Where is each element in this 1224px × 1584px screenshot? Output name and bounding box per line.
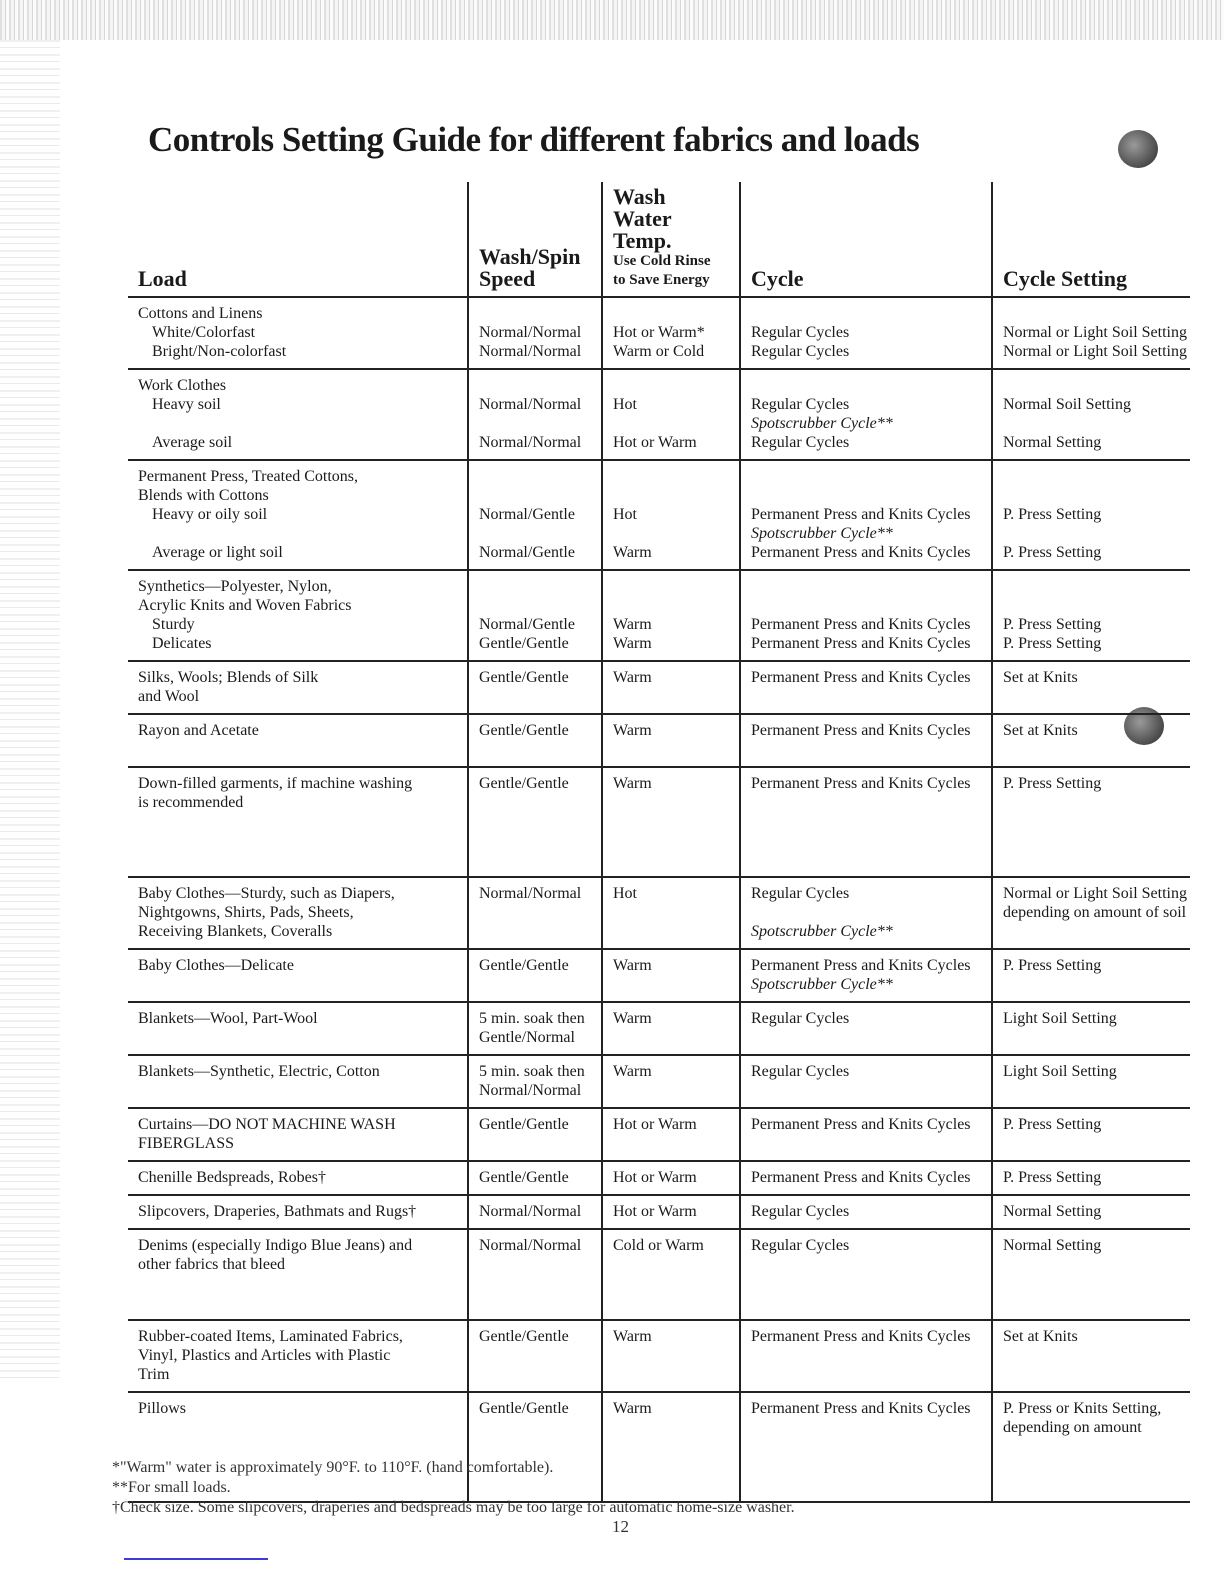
load-line	[138, 812, 457, 831]
cell-speed	[468, 877, 602, 949]
cycle-line: Permanent Press and Knits Cycles	[751, 1116, 971, 1133]
cell-speed	[468, 714, 602, 767]
temp-line: Hot or Warm	[613, 1169, 697, 1186]
footnote-warm: *"Warm" water is approximately 90°F. to 110°F. (hand comfortable).	[112, 1459, 554, 1476]
load-line: Permanent Press, Treated Cottons,	[138, 468, 358, 485]
setting-line	[1003, 414, 1180, 433]
table-row	[128, 949, 1190, 1002]
temp-line: Cold or Warm	[613, 1237, 704, 1254]
cell-speed	[468, 369, 602, 460]
cycle-line: Permanent Press and Knits Cycles	[751, 775, 971, 792]
footnotes	[112, 1458, 1112, 1518]
load-line	[138, 1437, 457, 1456]
cell-temp	[602, 1055, 740, 1108]
cell-speed	[468, 570, 602, 661]
load-line: Pillows	[138, 1400, 187, 1417]
setting-line: P. Press Setting	[1003, 616, 1102, 633]
cell-cycle	[740, 1195, 992, 1229]
cycle-line: Permanent Press and Knits Cycles	[751, 544, 971, 561]
cell-cycle	[740, 1161, 992, 1195]
cell-speed	[468, 949, 602, 1002]
cell-load	[128, 1195, 468, 1229]
speed-line	[479, 376, 591, 395]
table-row	[128, 1108, 1190, 1161]
cell-setting	[992, 570, 1190, 661]
cell-temp	[602, 1002, 740, 1055]
cell-speed	[468, 1195, 602, 1229]
table-header-row	[128, 182, 1190, 297]
load-line: Heavy soil	[152, 396, 221, 413]
cycle-line: Regular Cycles	[751, 343, 850, 360]
speed-line	[479, 304, 591, 323]
load-line: White/Colorfast	[152, 324, 256, 341]
load-line: Acrylic Knits and Woven Fabrics	[138, 597, 352, 614]
cell-speed	[468, 1161, 602, 1195]
cell-cycle	[740, 1055, 992, 1108]
table-row	[128, 1320, 1190, 1392]
cell-load	[128, 1002, 468, 1055]
setting-line: Normal Setting	[1003, 1203, 1102, 1220]
cell-temp	[602, 1320, 740, 1392]
cell-speed	[468, 297, 602, 369]
setting-line: P. Press Setting	[1003, 635, 1102, 652]
table-row	[128, 877, 1190, 949]
cell-speed	[468, 460, 602, 570]
load-line: Slipcovers, Draperies, Bathmats and Rugs†	[138, 1203, 417, 1220]
speed-line: Normal/Normal	[479, 1237, 582, 1254]
setting-line	[1003, 486, 1180, 505]
temp-line: Hot or Warm	[613, 434, 697, 451]
cell-cycle	[740, 661, 992, 714]
load-line: Rayon and Acetate	[138, 722, 259, 739]
temp-line: Hot or Warm*	[613, 324, 705, 341]
temp-line: Warm	[613, 1400, 652, 1417]
table-row	[128, 297, 1190, 369]
table-body	[128, 297, 1190, 1502]
cell-setting	[992, 369, 1190, 460]
cycle-line: Permanent Press and Knits Cycles	[751, 616, 971, 633]
table-row	[128, 1229, 1190, 1320]
load-line: Delicates	[152, 635, 212, 652]
scan-artifact-left	[0, 40, 60, 1380]
footnote-check-size: †Check size. Some slipcovers, draperies and bedspreads may be too large for automatic home-size washer.	[112, 1499, 795, 1516]
setting-line	[1003, 577, 1180, 596]
temp-line	[613, 596, 729, 615]
load-line: Trim	[138, 1366, 170, 1383]
speed-line	[479, 524, 591, 543]
temp-line: Warm	[613, 957, 652, 974]
page-number: 12	[612, 1517, 629, 1536]
load-line: and Wool	[138, 688, 200, 705]
header-setting: Cycle Setting	[992, 182, 1190, 297]
speed-line: Gentle/Gentle	[479, 1116, 569, 1133]
cycle-line: Permanent Press and Knits Cycles	[751, 669, 971, 686]
table-row	[128, 460, 1190, 570]
cell-load	[128, 570, 468, 661]
temp-line: Warm	[613, 1010, 652, 1027]
temp-line	[613, 376, 729, 395]
cell-load	[128, 714, 468, 767]
speed-line: Gentle/Gentle	[479, 775, 569, 792]
header-speed: Wash/Spin Speed	[468, 182, 602, 297]
load-line: Nightgowns, Shirts, Pads, Sheets,	[138, 904, 354, 921]
temp-line	[613, 304, 729, 323]
load-line: Heavy or oily soil	[152, 506, 268, 523]
load-line: Synthetics—Polyester, Nylon,	[138, 578, 332, 595]
cell-temp	[602, 714, 740, 767]
temp-line	[613, 577, 729, 596]
load-line	[138, 831, 457, 850]
cell-temp	[602, 767, 740, 877]
load-line	[138, 1293, 457, 1312]
cycle-line	[751, 376, 981, 395]
cycle-line	[751, 903, 981, 922]
cell-load	[128, 460, 468, 570]
speed-line: Normal/Normal	[479, 396, 582, 413]
speed-line: Normal/Normal	[479, 324, 582, 341]
setting-line: Light Soil Setting	[1003, 1010, 1117, 1027]
load-line: Receiving Blankets, Coveralls	[138, 923, 333, 940]
cell-cycle	[740, 1320, 992, 1392]
cell-cycle	[740, 1229, 992, 1320]
load-line: is recommended	[138, 794, 244, 811]
setting-line	[1003, 376, 1180, 395]
cell-load	[128, 1055, 468, 1108]
cycle-line: Regular Cycles	[751, 1010, 850, 1027]
table-row	[128, 1055, 1190, 1108]
header-load: Load	[128, 182, 468, 297]
cell-load	[128, 949, 468, 1002]
speed-line: 5 min. soak then	[479, 1063, 585, 1080]
load-line: Cottons and Linens	[138, 305, 263, 322]
load-line: Blankets—Synthetic, Electric, Cotton	[138, 1063, 380, 1080]
setting-line: Set at Knits	[1003, 1328, 1078, 1345]
load-line: Sturdy	[152, 616, 195, 633]
cycle-line: Regular Cycles	[751, 1203, 850, 1220]
cell-setting	[992, 661, 1190, 714]
speed-line: Gentle/Normal	[479, 1029, 575, 1046]
setting-line: P. Press Setting	[1003, 957, 1102, 974]
cell-setting	[992, 1161, 1190, 1195]
cell-load	[128, 1229, 468, 1320]
setting-line: Light Soil Setting	[1003, 1063, 1117, 1080]
setting-line: Set at Knits	[1003, 722, 1078, 739]
temp-line	[613, 524, 729, 543]
cell-temp	[602, 1108, 740, 1161]
cell-cycle	[740, 767, 992, 877]
cycle-line	[751, 596, 981, 615]
cell-load	[128, 369, 468, 460]
speed-line: Normal/Gentle	[479, 544, 575, 561]
cell-load	[128, 877, 468, 949]
cell-setting	[992, 1229, 1190, 1320]
cell-setting	[992, 1320, 1190, 1392]
table-row	[128, 1002, 1190, 1055]
cell-setting	[992, 1055, 1190, 1108]
setting-line	[1003, 524, 1180, 543]
speed-line: Normal/Normal	[479, 1082, 582, 1099]
load-line: Rubber-coated Items, Laminated Fabrics,	[138, 1328, 403, 1345]
temp-line: Hot or Warm	[613, 1203, 697, 1220]
cycle-line	[751, 467, 981, 486]
table-row	[128, 714, 1190, 767]
speed-line	[479, 486, 591, 505]
speed-line: Normal/Normal	[479, 434, 582, 451]
load-line: Denims (especially Indigo Blue Jeans) and	[138, 1237, 413, 1254]
cycle-line	[751, 486, 981, 505]
cell-temp	[602, 369, 740, 460]
speed-line: Gentle/Gentle	[479, 1169, 569, 1186]
cell-load	[128, 297, 468, 369]
cycle-line: Regular Cycles	[751, 324, 850, 341]
load-line: Average soil	[152, 434, 233, 451]
load-line: Blends with Cottons	[138, 487, 269, 504]
temp-line: Warm	[613, 635, 652, 652]
cell-temp	[602, 297, 740, 369]
speed-line: Normal/Normal	[479, 343, 582, 360]
cycle-line	[751, 577, 981, 596]
temp-line	[613, 467, 729, 486]
cell-temp	[602, 570, 740, 661]
speed-line: Gentle/Gentle	[479, 635, 569, 652]
cycle-line: Permanent Press and Knits Cycles	[751, 722, 971, 739]
temp-line: Hot	[613, 396, 637, 413]
cell-setting	[992, 1195, 1190, 1229]
blue-underline-rule	[124, 1558, 268, 1560]
cell-setting	[992, 297, 1190, 369]
cell-cycle	[740, 1108, 992, 1161]
cell-cycle	[740, 460, 992, 570]
cell-cycle	[740, 1002, 992, 1055]
cycle-line: Permanent Press and Knits Cycles	[751, 506, 971, 523]
cell-cycle	[740, 570, 992, 661]
cell-temp	[602, 1229, 740, 1320]
setting-line: Normal Setting	[1003, 434, 1102, 451]
load-line	[138, 1274, 457, 1293]
cell-load	[128, 1161, 468, 1195]
cell-temp	[602, 661, 740, 714]
cycle-line: Permanent Press and Knits Cycles	[751, 1400, 971, 1417]
temp-line: Warm	[613, 669, 652, 686]
temp-line: Warm	[613, 616, 652, 633]
binder-hole-top	[1118, 130, 1158, 168]
speed-line	[479, 467, 591, 486]
speed-line	[479, 596, 591, 615]
load-line: Bright/Non-colorfast	[152, 343, 287, 360]
setting-line: P. Press Setting	[1003, 1116, 1102, 1133]
setting-line: Normal or Light Soil Setting	[1003, 324, 1187, 341]
setting-line: P. Press Setting	[1003, 775, 1102, 792]
speed-line: 5 min. soak then	[479, 1010, 585, 1027]
speed-line: Normal/Gentle	[479, 506, 575, 523]
header-cycle: Cycle	[740, 182, 992, 297]
cycle-line: Permanent Press and Knits Cycles	[751, 1328, 971, 1345]
speed-line	[479, 577, 591, 596]
cycle-line: Spotscrubber Cycle**	[751, 415, 893, 432]
cycle-line: Spotscrubber Cycle**	[751, 976, 893, 993]
cell-speed	[468, 767, 602, 877]
cell-setting	[992, 949, 1190, 1002]
setting-line: Normal Soil Setting	[1003, 396, 1131, 413]
cell-temp	[602, 877, 740, 949]
load-line: Baby Clothes—Sturdy, such as Diapers,	[138, 885, 395, 902]
cell-speed	[468, 1108, 602, 1161]
temp-line: Warm	[613, 722, 652, 739]
cell-load	[128, 1108, 468, 1161]
temp-line: Hot or Warm	[613, 1116, 697, 1133]
cell-load	[128, 661, 468, 714]
cell-temp	[602, 1195, 740, 1229]
cell-speed	[468, 661, 602, 714]
cell-setting	[992, 460, 1190, 570]
load-line	[138, 524, 457, 543]
setting-line: Normal or Light Soil Setting	[1003, 343, 1187, 360]
setting-line: depending on amount	[1003, 1419, 1142, 1436]
cell-setting	[992, 877, 1190, 949]
cell-cycle	[740, 297, 992, 369]
cycle-line: Spotscrubber Cycle**	[751, 525, 893, 542]
temp-line: Warm	[613, 1328, 652, 1345]
cell-load	[128, 767, 468, 877]
load-line	[138, 740, 457, 759]
setting-line	[1003, 467, 1180, 486]
setting-line	[1003, 596, 1180, 615]
cycle-line: Regular Cycles	[751, 1237, 850, 1254]
cycle-line: Regular Cycles	[751, 434, 850, 451]
speed-line: Gentle/Gentle	[479, 722, 569, 739]
table-row	[128, 570, 1190, 661]
setting-line: P. Press Setting	[1003, 506, 1102, 523]
cell-cycle	[740, 877, 992, 949]
settings-table	[128, 182, 1190, 1503]
speed-line	[479, 414, 591, 433]
speed-line: Normal/Normal	[479, 885, 582, 902]
cell-cycle	[740, 714, 992, 767]
scan-artifact-top	[0, 0, 1224, 40]
table-row	[128, 661, 1190, 714]
cell-setting	[992, 1108, 1190, 1161]
speed-line: Normal/Gentle	[479, 616, 575, 633]
speed-line: Gentle/Gentle	[479, 1400, 569, 1417]
setting-line: depending on amount of soil	[1003, 904, 1187, 921]
cycle-line: Spotscrubber Cycle**	[751, 923, 893, 940]
load-line: Baby Clothes—Delicate	[138, 957, 294, 974]
cycle-line: Regular Cycles	[751, 396, 850, 413]
load-line: Average or light soil	[152, 544, 283, 561]
load-line: Blankets—Wool, Part-Wool	[138, 1010, 318, 1027]
temp-line	[613, 414, 729, 433]
setting-line	[1003, 304, 1180, 323]
setting-line: Normal Setting	[1003, 1237, 1102, 1254]
load-line	[138, 850, 457, 869]
load-line: Curtains—DO NOT MACHINE WASH	[138, 1116, 396, 1133]
speed-line: Gentle/Gentle	[479, 1328, 569, 1345]
cell-cycle	[740, 949, 992, 1002]
footnote-small-loads: **For small loads.	[112, 1479, 231, 1496]
cycle-line	[751, 304, 981, 323]
speed-line: Gentle/Gentle	[479, 669, 569, 686]
page-title: Controls Setting Guide for different fabrics and loads	[148, 120, 920, 159]
temp-line: Warm or Cold	[613, 343, 705, 360]
cycle-line: Permanent Press and Knits Cycles	[751, 1169, 971, 1186]
temp-line: Hot	[613, 506, 637, 523]
load-line: Chenille Bedspreads, Robes†	[138, 1169, 326, 1186]
load-line: Down-filled garments, if machine washing	[138, 775, 413, 792]
cycle-line: Regular Cycles	[751, 885, 850, 902]
speed-line: Normal/Normal	[479, 1203, 582, 1220]
load-line: FIBERGLASS	[138, 1135, 235, 1152]
cell-cycle	[740, 369, 992, 460]
table-row	[128, 1161, 1190, 1195]
temp-line: Hot	[613, 885, 637, 902]
load-line: Work Clothes	[138, 377, 227, 394]
header-temp: Wash Water Temp. Use Cold Rinse to Save Energy	[602, 182, 740, 297]
cell-setting	[992, 767, 1190, 877]
setting-line: Normal or Light Soil Setting	[1003, 885, 1187, 902]
cell-temp	[602, 949, 740, 1002]
setting-line: P. Press Setting	[1003, 544, 1102, 561]
cell-load	[128, 1320, 468, 1392]
cell-speed	[468, 1055, 602, 1108]
cell-temp	[602, 460, 740, 570]
temp-line: Warm	[613, 775, 652, 792]
cycle-line: Regular Cycles	[751, 1063, 850, 1080]
load-line: other fabrics that bleed	[138, 1256, 286, 1273]
setting-line: P. Press or Knits Setting,	[1003, 1400, 1162, 1417]
load-line	[138, 1418, 457, 1437]
cell-speed	[468, 1229, 602, 1320]
table-row	[128, 369, 1190, 460]
cell-temp	[602, 1161, 740, 1195]
load-line: Vinyl, Plastics and Articles with Plastic	[138, 1347, 391, 1364]
cell-speed	[468, 1320, 602, 1392]
cell-setting	[992, 1002, 1190, 1055]
temp-line	[613, 486, 729, 505]
load-line	[138, 414, 457, 433]
setting-line: Set at Knits	[1003, 669, 1078, 686]
temp-line: Warm	[613, 1063, 652, 1080]
cell-speed	[468, 1002, 602, 1055]
setting-line: P. Press Setting	[1003, 1169, 1102, 1186]
cell-setting	[992, 714, 1190, 767]
speed-line: Gentle/Gentle	[479, 957, 569, 974]
table-row	[128, 1195, 1190, 1229]
cycle-line: Permanent Press and Knits Cycles	[751, 957, 971, 974]
table-row	[128, 767, 1190, 877]
load-line: Silks, Wools; Blends of Silk	[138, 669, 319, 686]
temp-line: Warm	[613, 544, 652, 561]
cycle-line: Permanent Press and Knits Cycles	[751, 635, 971, 652]
